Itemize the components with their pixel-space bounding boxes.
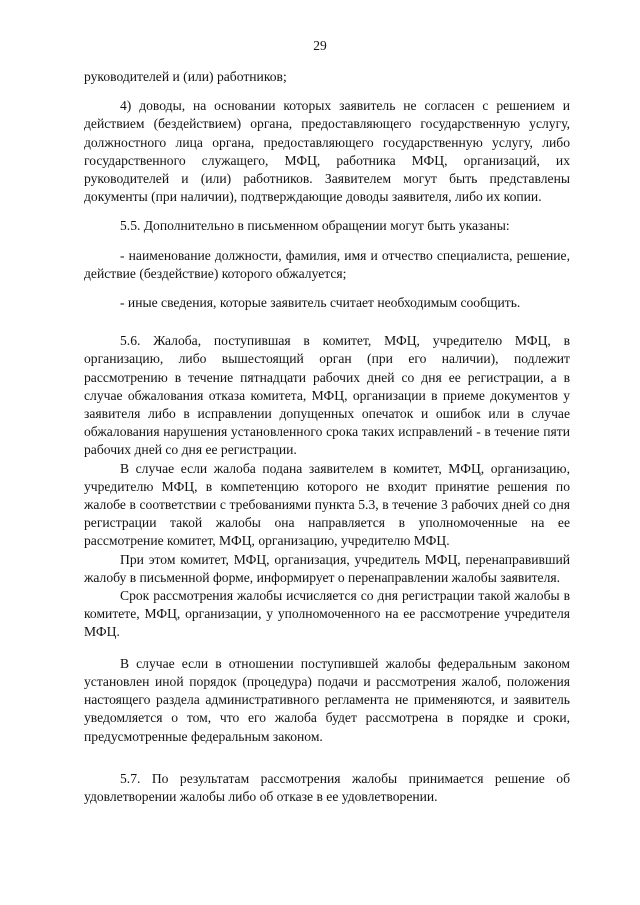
paragraph-5-7: 5.7. По результатам рассмотрения жалобы принимается решение об удовлетворении жалобы либо об отказе в ее удовлетворении. xyxy=(84,770,570,804)
page-number: 29 xyxy=(313,38,327,53)
paragraph-redirect-inform: При этом комитет, МФЦ, организация, учредитель МФЦ, перенаправивший жалобу в письменной форме, информирует о перенаправлении жалобы заявителя. xyxy=(84,551,570,585)
paragraph-item-4: 4) доводы, на основании которых заявитель не согласен с решением и действием (бездействием) органа, предоставляющего государственную услугу, должностного лица органа, предоставляющего государственную услугу, либо государственного служащего, МФЦ, работника МФЦ, организаций, их руководителей и (или) работников. Заявителем могут быть представлены документы (при наличии), подтверждающие доводы заявителя, либо их копии. xyxy=(84,98,570,205)
document-body xyxy=(84,68,570,806)
paragraph-continuation: руководителей и (или) работников; xyxy=(84,69,287,84)
paragraph-federal-law: В случае если в отношении поступившей жалобы федеральным законом установлен иной порядок (процедура) подачи и рассмотрения жалоб, положения настоящего раздела административного регламента не применяются, и заявитель уведомляется о том, что его жалоба будет рассмотрена в порядке и сроки, предусмотренные федеральным законом. xyxy=(84,655,570,744)
paragraph-5-5: 5.5. Дополнительно в письменном обращении могут быть указаны: xyxy=(120,218,510,234)
paragraph-5-6: 5.6. Жалоба, поступившая в комитет, МФЦ, учредителю МФЦ, в организацию, либо вышестоящий орган (при его наличии), подлежит рассмотрению в течение пятнадцати рабочих дней со дня ее регистрации, а в случае обжалования отказа комитета, МФЦ, организации в приеме документов у заявителя либо в исправлении допущенных опечаток и ошибок или в случае обжалования нарушения установленного срока таких исправлений - в течение пяти рабочих дней со дня ее регистрации. xyxy=(84,333,570,458)
paragraph-bullet-position: - наименование должности, фамилия, имя и отчество специалиста, решение, действие (бездействие) которого обжалуется; xyxy=(84,247,570,281)
paragraph-term: Срок рассмотрения жалобы исчисляется со дня регистрации такой жалобы в комитете, МФЦ, организации, у уполномоченного на ее рассмотрение учредителя МФЦ. xyxy=(84,588,570,640)
paragraph-bullet-other: - иные сведения, которые заявитель считает необходимым сообщить. xyxy=(120,295,521,311)
paragraph-redirect-case: В случае если жалоба подана заявителем в комитет, МФЦ, организацию, учредителю МФЦ, в компетенцию которого не входит принятие решения по жалобе в соответствии с требованиями пункта 5.3, в течение 3 рабочих дней со дня регистрации такой жалобы она направляется в уполномоченные на ее рассмотрение комитет, МФЦ, организацию, учредителю МФЦ. xyxy=(84,460,570,549)
